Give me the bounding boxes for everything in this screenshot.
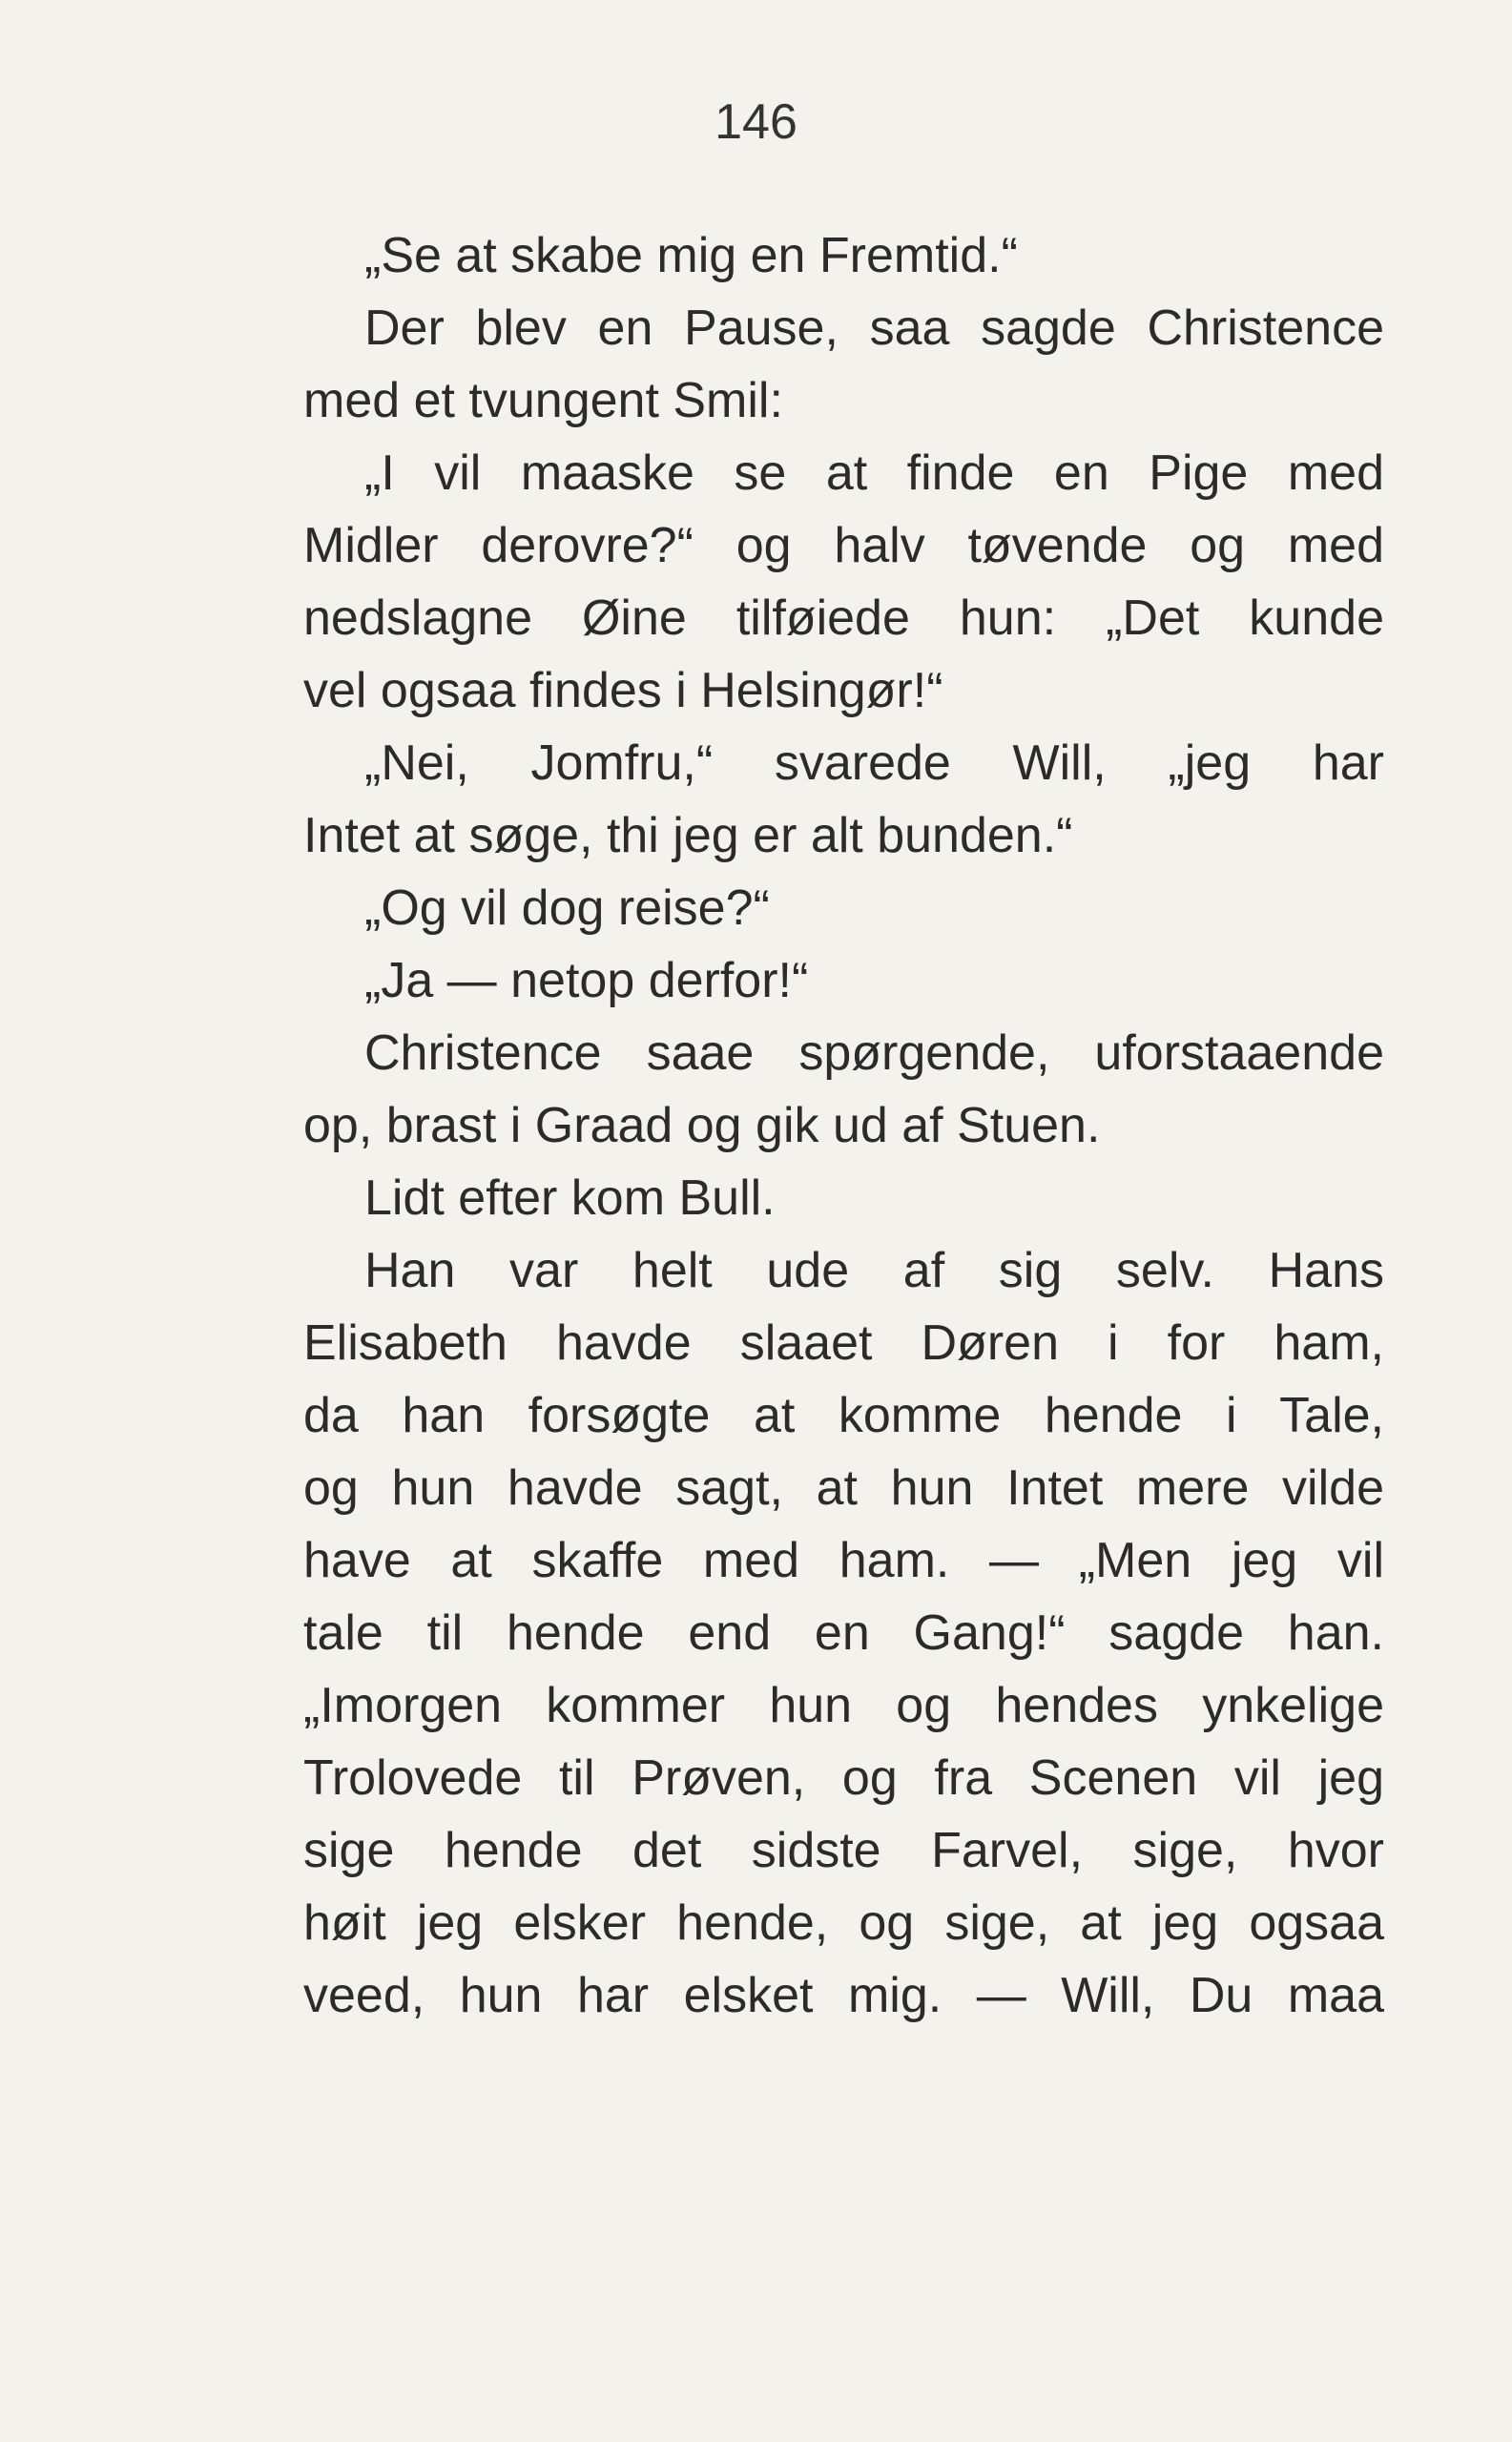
text-line: Der blev en Pause, saa sagde Christence: [364, 300, 1384, 356]
text-line: Intet at søge, thi jeg er alt bunden.“: [303, 808, 1073, 863]
text-line: op, brast i Graad og gik ud af Stuen.: [303, 1098, 1101, 1153]
text-line: tale til hende end en Gang!“ sagde han.: [303, 1605, 1384, 1661]
text-line: Han var helt ude af sig selv. Hans: [364, 1243, 1384, 1298]
text-line: da han forsøgte at komme hende i Tale,: [303, 1388, 1384, 1443]
text-line: høit jeg elsker hende, og sige, at jeg ogsaa: [303, 1895, 1384, 1951]
text-line: Elisabeth havde slaaet Døren i for ham,: [303, 1315, 1384, 1371]
text-line: veed, hun har elsket mig. — Will, Du maa: [303, 1968, 1384, 2023]
text-line: vel ogsaa findes i Helsingør!“: [303, 663, 943, 718]
text-line: „Se at skabe mig en Fremtid.“: [364, 228, 1018, 283]
text-line: have at skaffe med ham. — „Men jeg vil: [303, 1533, 1384, 1588]
text-line: nedslagne Øine tilføiede hun: „Det kunde: [303, 590, 1384, 646]
text-line: „Og vil dog reise?“: [364, 880, 770, 936]
text-line: Lidt efter kom Bull.: [364, 1170, 776, 1226]
text-line: og hun havde sagt, at hun Intet mere vilde: [303, 1460, 1384, 1516]
body-text: [303, 219, 1384, 2032]
text-line: Midler derovre?“ og halv tøvende og med: [303, 518, 1384, 573]
text-line: Trolovede til Prøven, og fra Scenen vil jeg: [303, 1750, 1384, 1806]
text-line: med et tvungent Smil:: [303, 373, 783, 428]
text-line: „I vil maaske se at finde en Pige med: [364, 445, 1384, 501]
text-line: „Ja — netop derfor!“: [364, 953, 809, 1008]
text-line: Christence saae spørgende, uforstaaende: [364, 1025, 1384, 1081]
page-number: 146: [715, 94, 797, 150]
text-line: „Nei, Jomfru,“ svarede Will, „jeg har: [364, 735, 1384, 791]
text-line: „Imorgen kommer hun og hendes ynkelige: [303, 1678, 1384, 1733]
text-line: sige hende det sidste Farvel, sige, hvor: [303, 1823, 1384, 1878]
